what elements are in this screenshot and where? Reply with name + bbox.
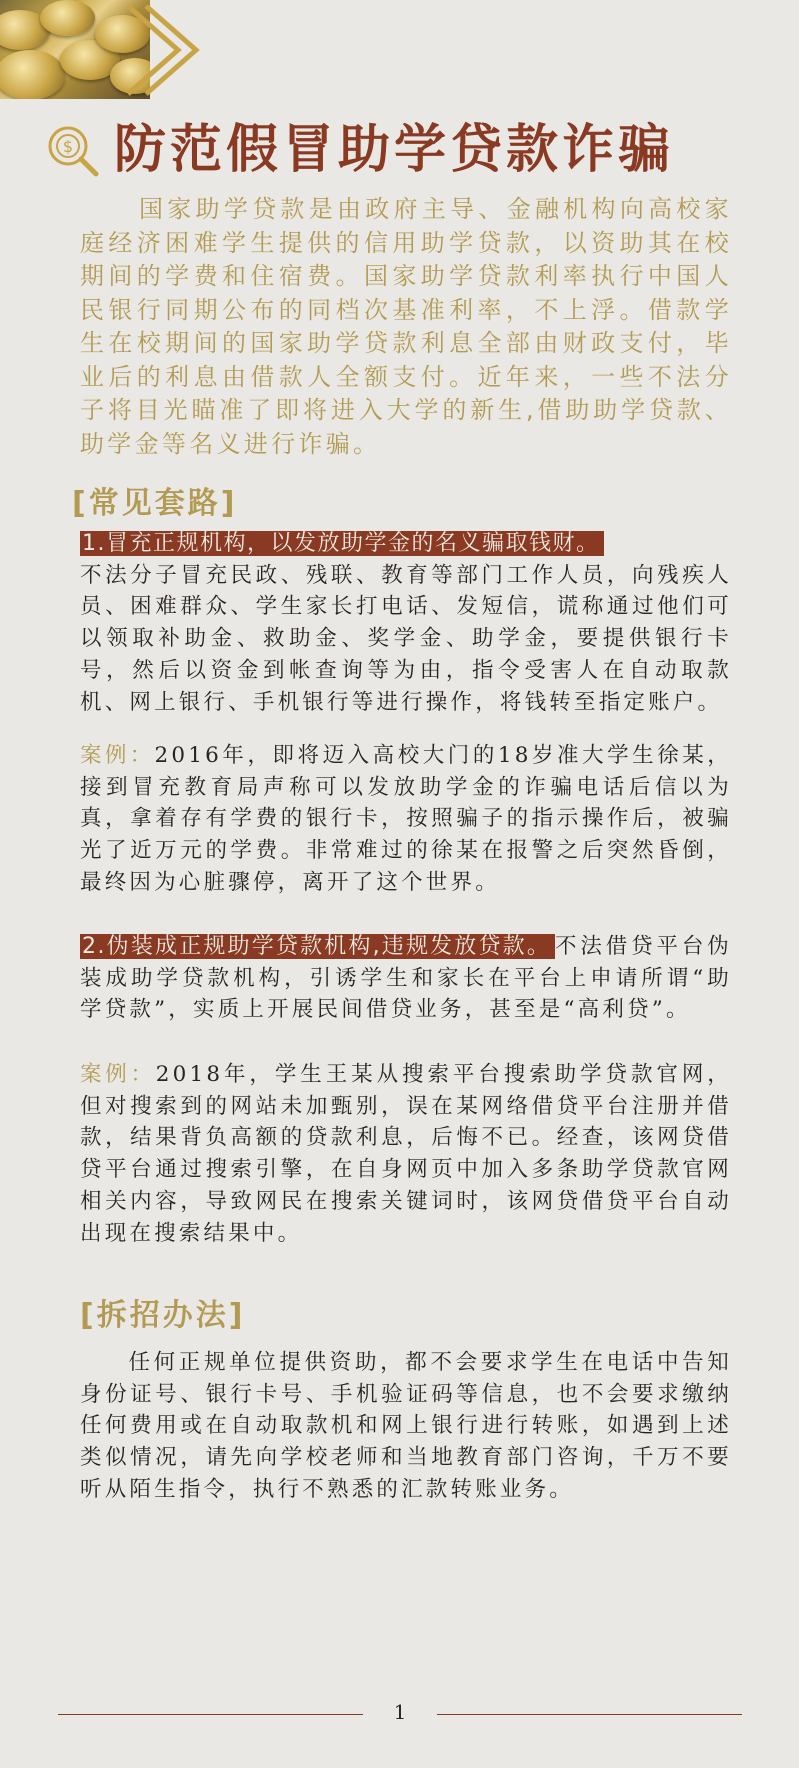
page-title: 防范假冒助学贷款诈骗 <box>114 120 675 180</box>
countermeasures-paragraph <box>80 1347 732 1506</box>
trick-1-heading: 1.冒充正规机构，以发放助学金的名义骗取钱财。 <box>80 531 604 556</box>
case-1-block <box>80 740 732 899</box>
case-2-text: 2018年，学生王某从搜索平台搜索助学贷款官网，但对搜索到的网站未加甄别，误在某网络借贷平台注册并借款，结果背负高额的贷款利息，后悔不已。经查，该网贷借贷平台通过搜索引擎，在自身网页中加入多条助学贷款官网相关内容，导致网民在搜索关键词时，该网贷借贷平台自动出现在搜索结果中。 <box>80 1062 732 1246</box>
section-title-countermeasures: [拆招办法] <box>80 1298 246 1333</box>
page-number: 1 <box>393 1700 407 1724</box>
section-title-common-tricks: [常见套路] <box>72 486 238 521</box>
intro-paragraph <box>80 193 732 461</box>
footer-divider-left <box>58 1714 363 1715</box>
case-2-block <box>80 1059 732 1249</box>
magnifier-coin-icon <box>44 122 100 178</box>
footer-divider-right <box>437 1714 742 1715</box>
case-2-label: 案例： <box>80 1062 156 1087</box>
intro-text: 国家助学贷款是由政府主导、金融机构向高校家庭经济困难学生提供的信用助学贷款，以资助其在校期间的学费和住宿费。国家助学贷款利率执行中国人民银行同期公布的同档次基准利率，不上浮。借款学生在校期间的国家助学贷款利息全部由财政支付，毕业后的利息由借款人全额支付。近年来，一些不法分子将目光瞄准了即将进入大学的新生,借助助学贷款、助学金等名义进行诈骗。 <box>80 195 732 458</box>
trick-1-block <box>80 528 732 718</box>
case-1-label: 案例： <box>80 743 155 768</box>
trick-2-block <box>80 931 732 1026</box>
svg-text:$: $ <box>62 137 74 156</box>
header-chevron-decoration <box>120 0 210 100</box>
trick-2-body: 不法借贷平台伪装成助学贷款机构，引诱学生和家长在平台上申请所谓“助学贷款”，实质上开展民间借贷业务，甚至是“高利贷”。 <box>80 934 732 1023</box>
trick-1-body: 不法分子冒充民政、残联、教育等部门工作人员，向残疾人员、困难群众、学生家长打电话、发短信，谎称通过他们可以领取补助金、救助金、奖学金、助学金，要提供银行卡号，然后以资金到帐查询等为由，指令受害人在自动取款机、网上银行、手机银行等进行操作，将钱转至指定账户。 <box>80 562 732 715</box>
trick-2-heading: 2.伪装成正规助学贷款机构,违规发放贷款。 <box>80 934 555 959</box>
countermeasures-text: 任何正规单位提供资助，都不会要求学生在电话中告知身份证号、银行卡号、手机验证码等信息，也不会要求缴纳任何费用或在自动取款机和网上银行进行转账，如遇到上述类似情况，请先向学校老师和当地教育部门咨询，千万不要听从陌生指令，执行不熟悉的汇款转账业务。 <box>80 1350 732 1502</box>
case-1-text: 2016年，即将迈入高校大门的18岁准大学生徐某，接到冒充教育局声称可以发放助学金的诈骗电话后信以为真，拿着存有学费的银行卡，按照骗子的指示操作后，被骗光了近万元的学费。非常难过的徐某在报警之后突然昏倒，最终因为心脏骤停，离开了这个世界。 <box>80 743 732 895</box>
